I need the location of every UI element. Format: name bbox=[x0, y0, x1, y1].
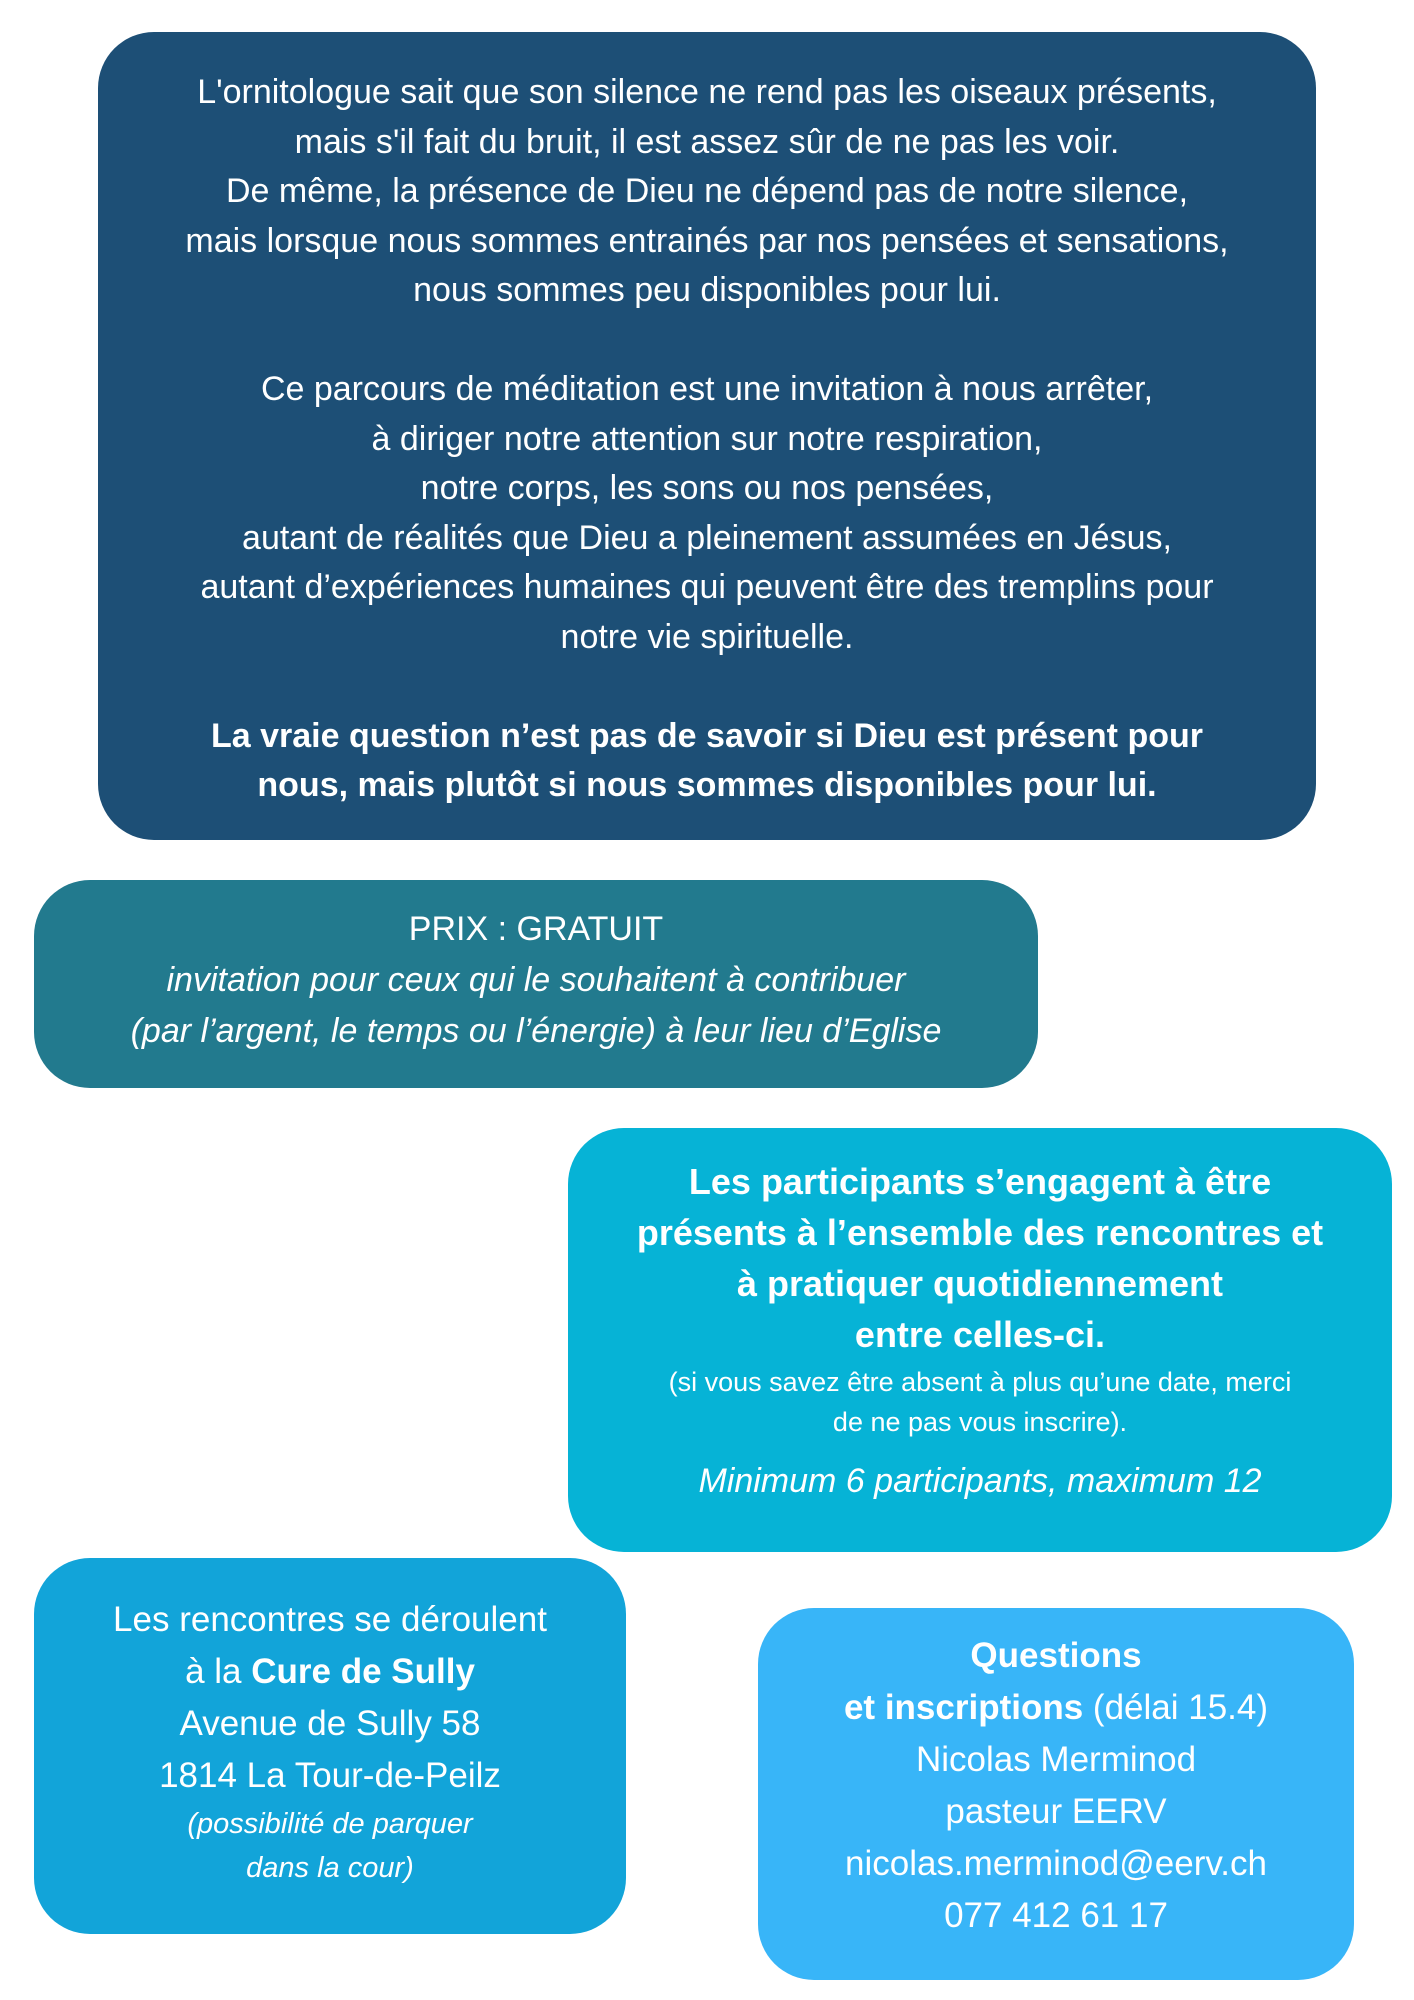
price-line: (par l’argent, le temps ou l’énergie) à leur lieu d’Eglise bbox=[130, 1012, 942, 1050]
text-line: mais s'il fait du bruit, il est assez sûr de ne pas les voir. bbox=[294, 122, 1120, 161]
text-line: notre vie spirituelle. bbox=[560, 617, 854, 656]
contact-heading-line bbox=[768, 1682, 1344, 1734]
contact-name: Nicolas Merminod bbox=[915, 1740, 1197, 1779]
parking-note: dans la cour) bbox=[246, 1852, 414, 1884]
commitment-statement bbox=[588, 1156, 1372, 1360]
text-line: de ne pas vous inscrire). bbox=[832, 1407, 1128, 1437]
text-line: nous, mais plutôt si nous sommes disponibles pour lui. bbox=[257, 766, 1157, 804]
text-line: (si vous savez être absent à plus qu’une date, merci bbox=[668, 1367, 1292, 1397]
location-venue-line bbox=[50, 1646, 610, 1698]
text-line: autant de réalités que Dieu a pleinement assumées en Jésus, bbox=[242, 518, 1172, 557]
location-prefix: à la bbox=[185, 1652, 252, 1691]
location-street: Avenue de Sully 58 bbox=[179, 1704, 481, 1743]
text-line: entre celles-ci. bbox=[854, 1314, 1106, 1355]
contact-heading: Questions bbox=[970, 1636, 1142, 1675]
text-line: La vraie question n’est pas de savoir si Dieu est présent pour bbox=[211, 716, 1203, 755]
location-box bbox=[34, 1558, 626, 1934]
text-line: autant d’expériences humaines qui peuvent être des tremplins pour bbox=[200, 568, 1214, 606]
participant-limit: Minimum 6 participants, maximum 12 bbox=[698, 1462, 1262, 1500]
text-line: L'ornitologue sait que son silence ne rend pas les oiseaux présents, bbox=[197, 73, 1217, 111]
location-venue: Cure de Sully bbox=[251, 1652, 475, 1691]
commitment-box bbox=[568, 1128, 1392, 1552]
intro-box bbox=[98, 32, 1316, 840]
commitment-note bbox=[588, 1362, 1372, 1442]
contact-phone[interactable]: 077 412 61 17 bbox=[944, 1896, 1168, 1935]
intro-paragraph-1 bbox=[128, 68, 1286, 316]
price-title: PRIX : GRATUIT bbox=[408, 910, 664, 948]
parking-note: (possibilité de parquer bbox=[187, 1808, 473, 1840]
text-line: présents à l’ensemble des rencontres et bbox=[636, 1212, 1324, 1253]
contact-deadline: (délai 15.4) bbox=[1083, 1688, 1269, 1727]
text-line: à diriger notre attention sur notre respiration, bbox=[371, 419, 1043, 458]
contact-heading-2: et inscriptions bbox=[843, 1688, 1084, 1727]
text-line: à pratiquer quotidiennement bbox=[736, 1263, 1224, 1304]
location-intro: Les rencontres se déroulent bbox=[113, 1600, 547, 1639]
contact-role: pasteur EERV bbox=[945, 1792, 1167, 1831]
contact-email[interactable]: nicolas.merminod@eerv.ch bbox=[845, 1844, 1267, 1883]
text-line: Ce parcours de méditation est une invitation à nous arrêter, bbox=[260, 370, 1154, 408]
price-line: invitation pour ceux qui le souhaitent à contribuer bbox=[166, 961, 906, 999]
text-line: notre corps, les sons ou nos pensées, bbox=[420, 469, 994, 507]
intro-paragraph-2 bbox=[128, 365, 1286, 662]
contact-box bbox=[758, 1608, 1354, 1980]
location-city: 1814 La Tour-de-Peilz bbox=[159, 1756, 501, 1795]
price-box bbox=[34, 880, 1038, 1088]
text-line: nous sommes peu disponibles pour lui. bbox=[413, 271, 1001, 309]
text-line: De même, la présence de Dieu ne dépend pas de notre silence, bbox=[225, 172, 1189, 210]
intro-conclusion bbox=[128, 712, 1286, 811]
text-line: Les participants s’engagent à être bbox=[688, 1161, 1272, 1202]
text-line: mais lorsque nous sommes entrainés par nos pensées et sensations, bbox=[185, 221, 1229, 260]
